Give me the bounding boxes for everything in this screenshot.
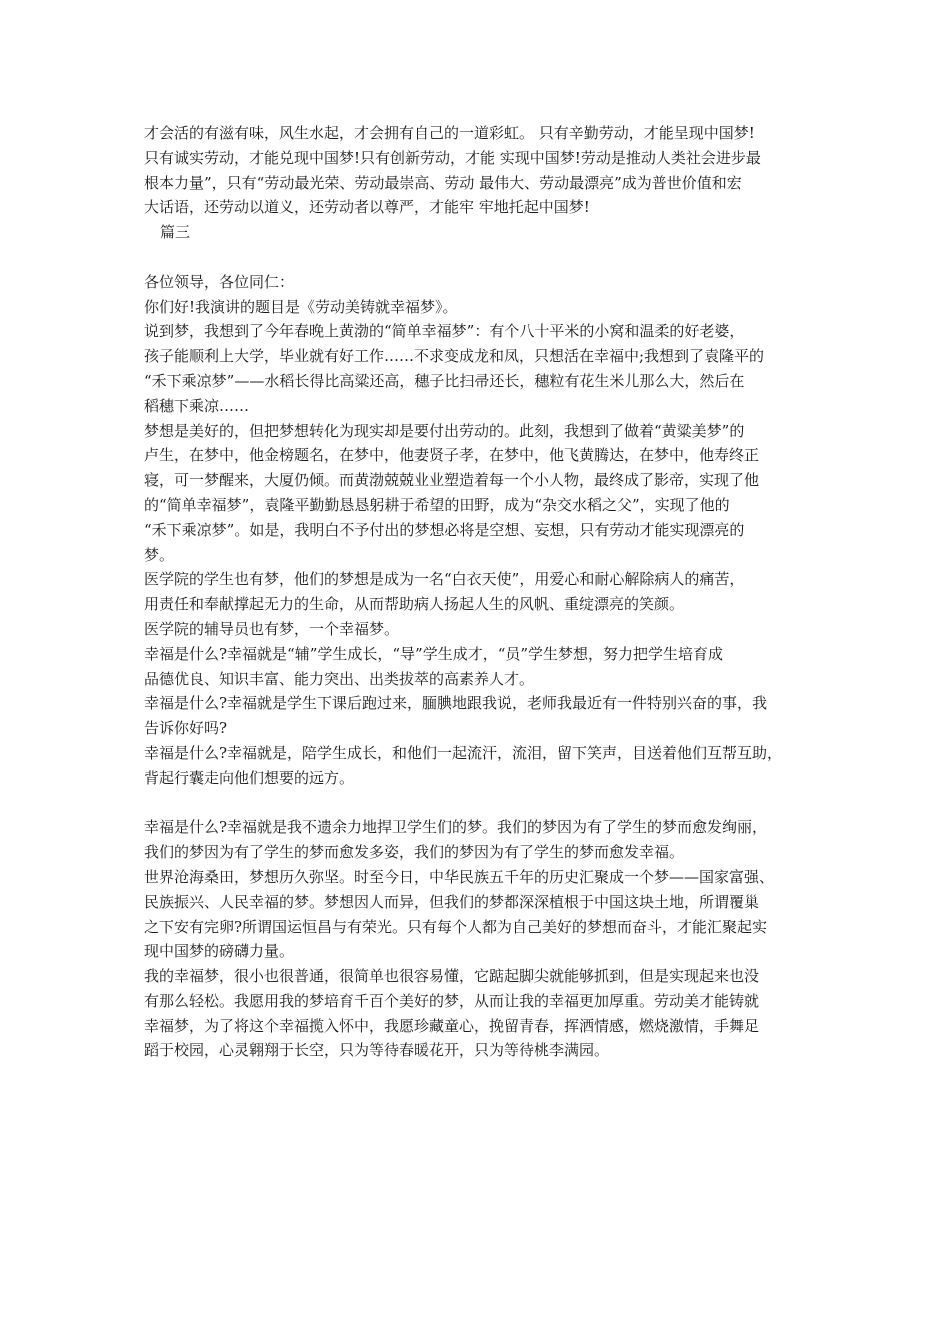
text-line: 有那么轻松。我愿用我的梦培育千百个美好的梦，从而让我的幸福更加厚重。劳动美才能铸就	[144, 991, 760, 1010]
text-line: 梦想是美好的，但把梦想转化为现实却是要付出劳动的。此刻，我想到了做着“黄粱美梦”的	[144, 421, 745, 440]
text-line: “禾下乘凉梦”。如是，我明白不予付出的梦想必将是空想、妄想，只有劳动才能实现漂亮的	[144, 520, 745, 539]
text-line: 用责任和奉献撑起无力的生命，从而帮助病人扬起人生的风帆、重绽漂亮的笑颜。	[144, 595, 685, 614]
text-line: 幸福梦，为了将这个幸福揽入怀中，我愿珍藏童心，挽留青春，挥洒情感，燃烧激情，手舞足	[144, 1016, 760, 1035]
document-body	[144, 121, 824, 1063]
text-line: 医学院的学生也有梦，他们的梦想是成为一名“白衣天使”，用爱心和耐心解除病人的痛苦，	[144, 570, 745, 589]
text-line: “禾下乘凉梦”——水稻长得比高粱还高，穗子比扫帚还长，穗粒有花生米儿那么大，然后在	[144, 371, 745, 390]
text-line: 稻穗下乘凉……	[144, 396, 250, 415]
text-line: 幸福是什么?幸福就是我不遗余力地捍卫学生们的梦。我们的梦因为有了学生的梦而愈发绚丽，	[144, 818, 768, 837]
blank-line	[144, 245, 824, 270]
salutation: 各位领导，各位同仁：	[144, 272, 295, 291]
text-line: 民族振兴、人民幸福的梦。梦想因人而异，但我们的梦都深深植根于中国这块土地，所谓覆巢	[144, 892, 760, 911]
text-line: 幸福是什么?幸福就是学生下课后跑过来，腼腆地跟我说，老师我最近有一件特别兴奋的事，我	[144, 694, 768, 713]
text-line: 我的幸福梦，很小也很普通，很简单也很容易懂，它踮起脚尖就能够抓到，但是实现起来也没	[144, 967, 760, 986]
text-line: 蹈于校园，心灵翱翔于长空，只为等待春暖花开，只为等待桃李满园。	[144, 1041, 610, 1060]
text-line: 现中国梦的磅礴力量。	[144, 942, 295, 961]
text-line: 品德优良、知识丰富、能力突出、出类拔萃的高素养人才。	[144, 669, 535, 688]
text-line: 根本力量”，只有“劳动最光荣、劳动最崇高、劳动 最伟大、劳动最漂亮”成为普世价值和宏	[144, 173, 742, 192]
text-line: 说到梦，我想到了今年春晚上黄渤的“简单幸福梦”：有个八十平米的小窝和温柔的好老婆，	[144, 322, 745, 341]
text-line: 大话语，还劳动以道义，还劳动者以尊严，才能牢 牢地托起中国梦!	[144, 198, 590, 217]
text-line: 你们好!我演讲的题目是《劳动美铸就幸福梦》。	[144, 297, 458, 316]
text-line: 医学院的辅导员也有梦，一个幸福梦。	[144, 619, 400, 638]
text-line: 寝，可一梦醒来，大厦仍倾。而黄渤兢兢业业塑造着每一个小人物，最终成了影帝，实现了他	[144, 471, 760, 490]
text-line: 只有诚实劳动，才能兑现中国梦!只有创新劳动，才能 实现中国梦!劳动是推动人类社会进步最	[144, 148, 761, 167]
text-line: 告诉你好吗?	[144, 719, 228, 738]
text-line: 孩子能顺利上大学，毕业就有好工作……不求变成龙和凤，只想活在幸福中;我想到了袁隆平的	[144, 347, 765, 366]
text-line: 背起行囊走向他们想要的远方。	[144, 768, 355, 787]
section-heading: 篇三	[160, 223, 191, 242]
text-line: 才会活的有滋有味，风生水起，才会拥有自己的一道彩虹。 只有辛勤劳动，才能呈现中国梦!	[144, 124, 755, 142]
text-line: 幸福是什么?幸福就是“辅”学生成长，“导”学生成才，“员”学生梦想，努力把学生培育成	[144, 644, 724, 663]
text-line: 我们的梦因为有了学生的梦而愈发多姿，我们的梦因为有了学生的梦而愈发幸福。	[144, 843, 685, 862]
blank-line	[144, 791, 824, 816]
text-line: 世界沧海桑田，梦想历久弥坚。时至今日，中华民族五千年的历史汇聚成一个梦——国家富强、	[144, 867, 775, 886]
text-line: 之下安有完卵?所谓国运恒昌与有荣光。只有每个人都为自己美好的梦想而奋斗，才能汇聚起实	[144, 917, 768, 936]
text-line: 的“简单幸福梦”，袁隆平勤勤恳恳躬耕于希望的田野，成为“杂交水稻之父”，实现了他的	[144, 495, 730, 514]
text-line: 幸福是什么?幸福就是，陪学生成长，和他们一起流汗，流泪，留下笑声，目送着他们互帮互助，	[144, 743, 783, 762]
text-line: 梦。	[144, 545, 175, 564]
text-line: 卢生，在梦中，他金榜题名，在梦中，他妻贤子孝，在梦中，他飞黄腾达，在梦中，他寿终正	[144, 446, 760, 465]
